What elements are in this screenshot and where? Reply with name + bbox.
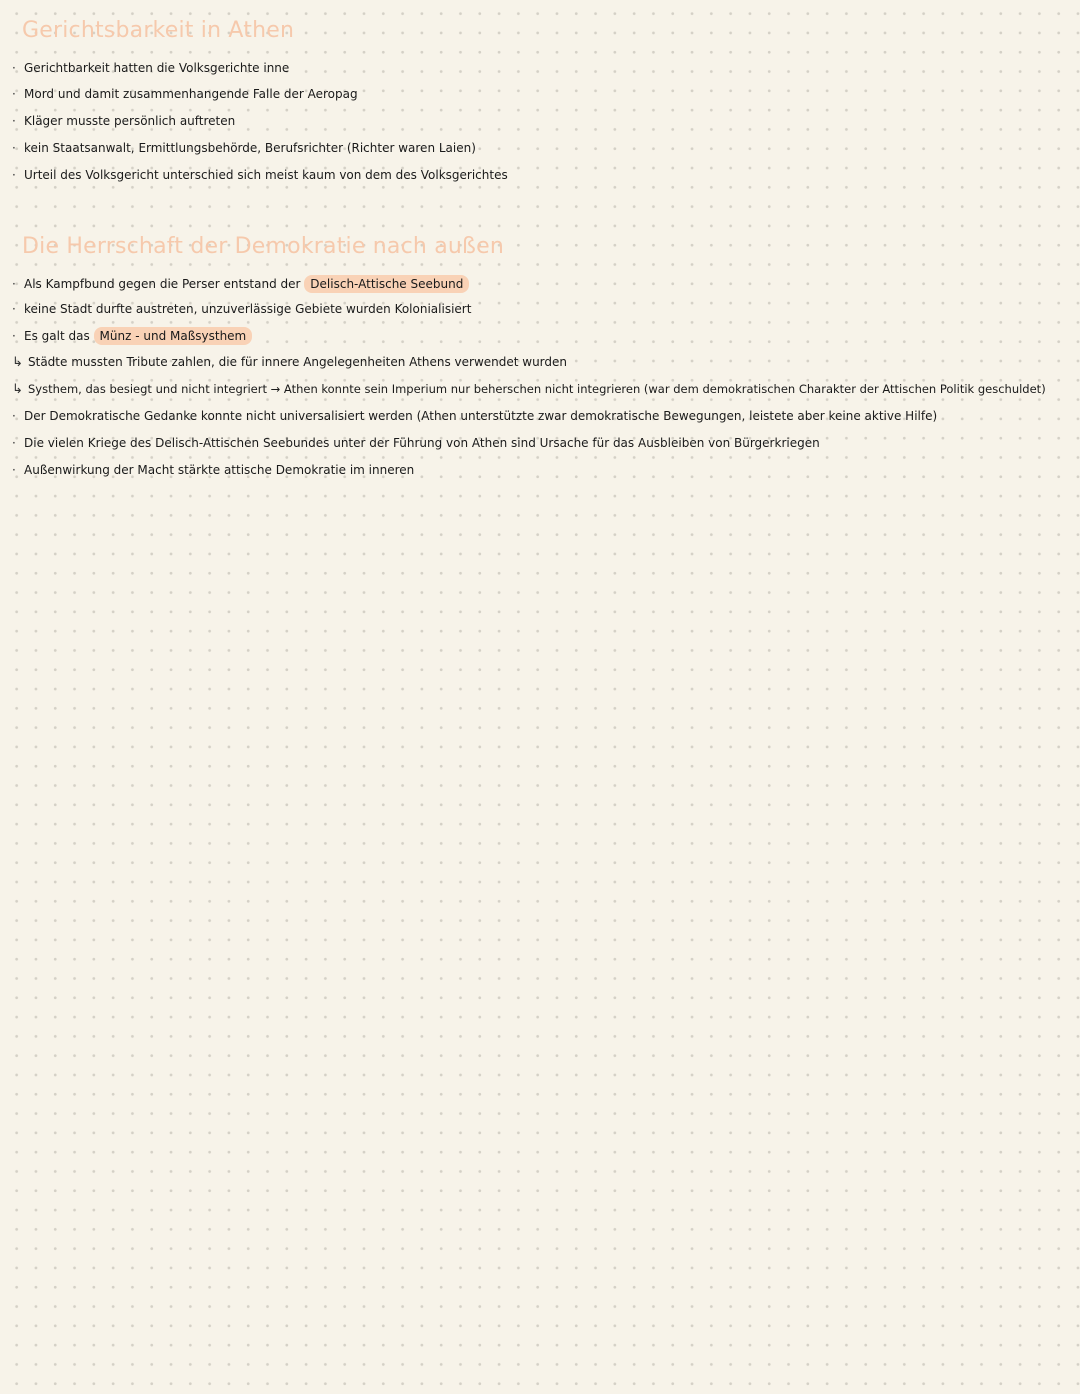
list-item-text: Kläger musste persönlich auftreten bbox=[24, 114, 236, 128]
bullet-marker: · bbox=[12, 168, 16, 182]
list-item-text: keine Stadt durfte austreten, unzuverlässige Gebiete wurden Kolonialisiert bbox=[24, 302, 472, 316]
list-item-sub bbox=[12, 354, 567, 371]
return-arrow-icon: ↳ bbox=[12, 382, 23, 397]
bullet-marker: · bbox=[12, 114, 16, 128]
return-arrow-icon: ↳ bbox=[12, 355, 23, 370]
list-item-sub bbox=[12, 381, 1046, 398]
list-item bbox=[12, 113, 235, 129]
heading-gerichtsbarkeit: Gerichtsbarkeit in Athen bbox=[22, 18, 295, 43]
list-item bbox=[12, 140, 476, 156]
heading-herrschaft: Die Herrschaft der Demokratie nach außen bbox=[22, 234, 504, 259]
list-item-text: Städte mussten Tribute zahlen, die für innere Angelegenheiten Athens verwendet wurden bbox=[28, 355, 568, 369]
list-item-text: Urteil des Volksgericht unterschied sich meist kaum von dem des Volksgerichtes bbox=[24, 168, 508, 182]
bullet-marker: · bbox=[12, 329, 16, 343]
bullet-marker: · bbox=[12, 463, 16, 477]
list-item bbox=[12, 167, 508, 183]
list-item-text: Außenwirkung der Macht stärkte attische Demokratie im inneren bbox=[24, 463, 415, 477]
list-item bbox=[12, 408, 937, 424]
list-item-text: Mord und damit zusammenhangende Falle der Aeropag bbox=[24, 87, 358, 101]
bullet-marker: · bbox=[12, 302, 16, 316]
list-item-text: Der Demokratische Gedanke konnte nicht universalisiert werden (Athen unterstützte zwar demokratische Bewegungen, leistete aber keine aktive Hilfe) bbox=[24, 409, 938, 423]
list-item-text: Gerichtbarkeit hatten die Volksgerichte inne bbox=[24, 61, 290, 75]
list-item bbox=[12, 435, 820, 451]
list-item-text: Systhem, das besiegt und nicht integriert → Athen konnte sein Imperium nur beherschen nicht integrieren (war dem demokratischen Charakter der Attischen Politik geschuldet) bbox=[28, 382, 1046, 396]
bullet-marker: · bbox=[12, 277, 16, 291]
bullet-marker: · bbox=[12, 436, 16, 450]
bullet-marker: · bbox=[12, 141, 16, 155]
bullet-marker: · bbox=[12, 61, 16, 75]
list-item bbox=[12, 301, 471, 317]
bullet-marker: · bbox=[12, 409, 16, 423]
list-item-text: Es galt das bbox=[24, 329, 90, 343]
highlighted-term: Delisch-Attische Seebund bbox=[304, 275, 469, 293]
list-item bbox=[12, 327, 252, 345]
list-item-text: Die vielen Kriege des Delisch-Attischen Seebundes unter der Führung von Athen sind Ursache für das Ausbleiben von Bürgerkriegen bbox=[24, 436, 820, 450]
highlighted-term: Münz - und Maßsysthem bbox=[94, 327, 253, 345]
list-item-text: Als Kampfbund gegen die Perser entstand der bbox=[24, 277, 301, 291]
list-item bbox=[12, 60, 289, 76]
list-item bbox=[12, 462, 414, 478]
list-item-text: kein Staatsanwalt, Ermittlungsbehörde, Berufsrichter (Richter waren Laien) bbox=[24, 141, 476, 155]
list-item bbox=[12, 86, 358, 102]
bullet-marker: · bbox=[12, 87, 16, 101]
list-item bbox=[12, 275, 469, 293]
